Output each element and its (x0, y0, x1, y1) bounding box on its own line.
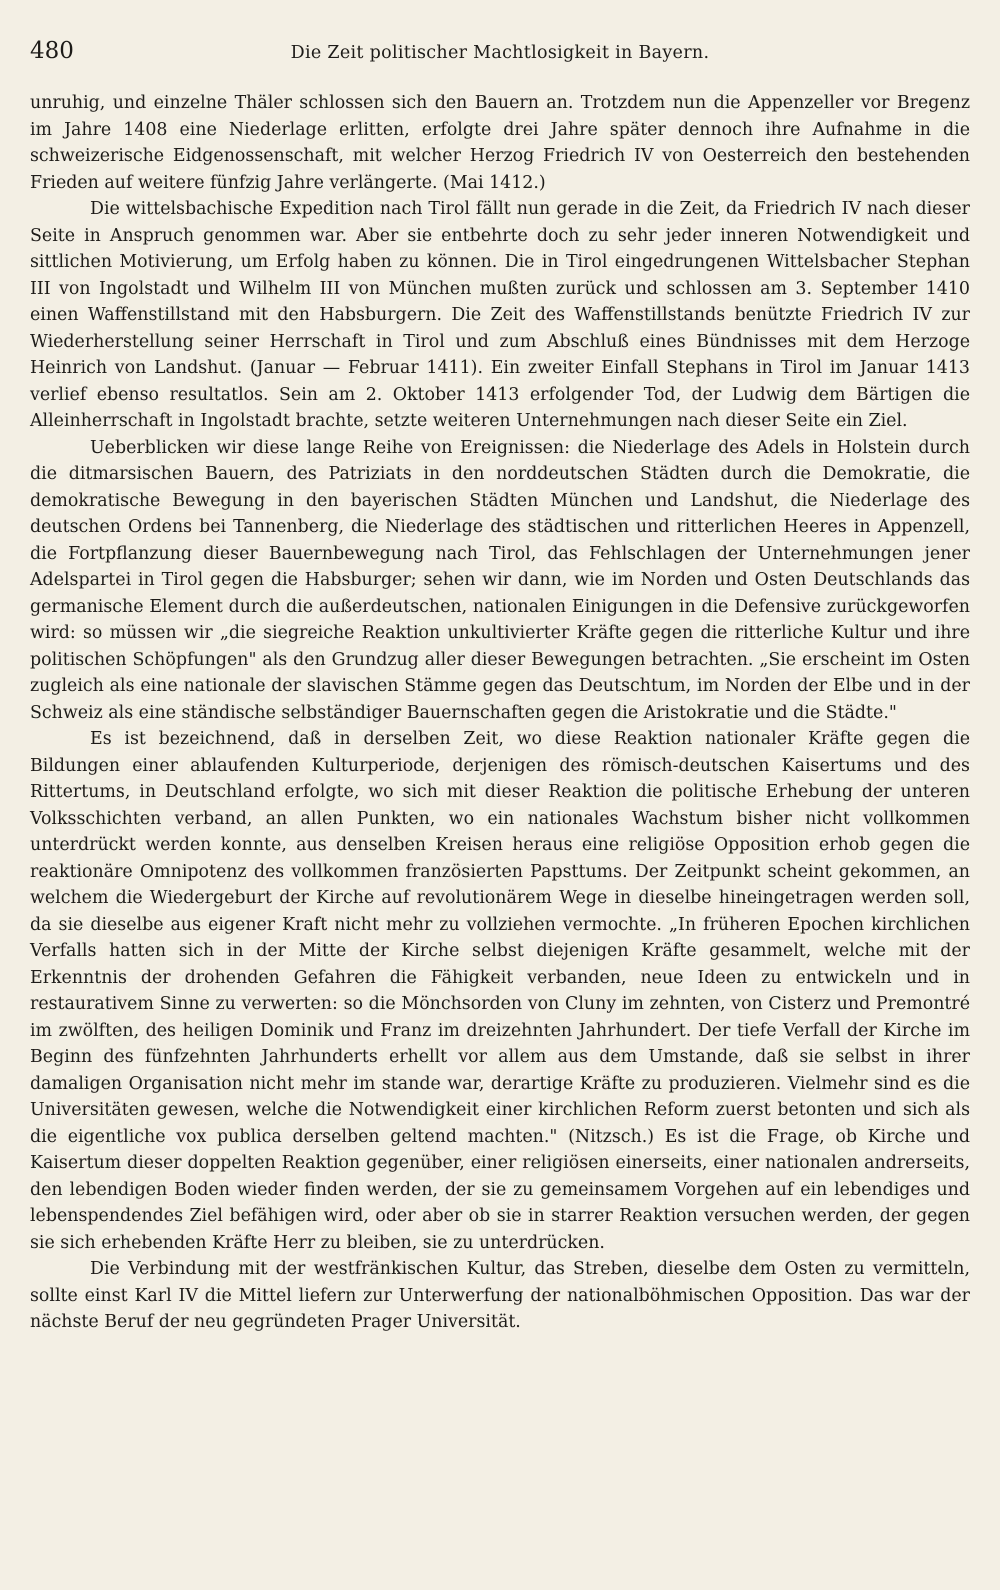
paragraph-overview: Ueberblicken wir diese lange Reihe von Ereignissen: die Niederlage des Adels in Holstein durch die ditmarsischen Bauern, des Patriziats in den norddeutschen Städten durch die Demokratie, die demokratische Bewegung in den bayerischen Städten München und Landshut, die Niederlage des deutschen Ordens bei Tannenberg, die Niederlage des städtischen und ritterlichen Heeres in Appenzell, die Fortpflanzung dieser Bauernbewegung nach Tirol, das Fehlschlagen der Unternehmungen jener Adelspartei in Tirol gegen die Habsburger; sehen wir dann, wie im Norden und Osten Deutschlands das germanische Element durch die außerdeutschen, nationalen Einigungen in die Defensive zurückgeworfen wird: so müssen wir „die siegreiche Reaktion unkultivierter Kräfte gegen die ritterliche Kultur und ihre politischen Schöpfungen" als den Grundzug aller dieser Bewegungen betrachten. „Sie erscheint im Osten zugleich als eine nationale der slavischen Stämme gegen das Deutschtum, im Norden der Elbe und in der Schweiz als eine ständische selbständiger Bauernschaften gegen die Aristokratie und die Städte." (30, 437, 970, 723)
paragraph-religious-opposition: Es ist bezeichnend, daß in derselben Zeit, wo diese Reaktion nationaler Kräfte gegen die Bildungen einer ablaufenden Kulturperiode, derjenigen des römisch-deutschen Kaisertums und des Rittertums, in Deutschland erfolgte, wo sich mit dieser Reaktion die politische Erhebung der unteren Volksschichten verband, an allen Punkten, wo ein nationales Wachstum bisher nicht vollkommen unterdrückt werden konnte, aus denselben Kreisen heraus eine religiöse Opposition erhob gegen die reaktionäre Omnipotenz des vollkommen französierten Papsttums. Der Zeitpunkt scheint gekommen, an welchem die Wiedergeburt der Kirche auf revolutionärem Wege in dieselbe hineingetragen werden soll, da sie dieselbe aus eigener Kraft nicht mehr zu vollziehen vermochte. „In früheren Epochen kirchlichen Verfalls hatten sich in der Mitte der Kirche selbst diejenigen Kräfte gesammelt, welche mit der Erkenntnis der drohenden Gefahren die Fähigkeit verbanden, neue Ideen zu entwickeln und in restaurativem Sinne zu verwerten: so die Mönchsorden von Cluny im zehnten, von Cisterz und Premontré im zwölften, des heiligen Dominik und Franz im dreizehnten Jahrhundert. Der tiefe Verfall der Kirche im Beginn des fünfzehnten Jahrhunderts erhellt vor allem aus dem Umstande, daß sie selbst in ihrer damaligen Organisation nicht mehr im stande war, derartige Kräfte zu produzieren. Vielmehr sind es die Universitäten gewesen, welche die Notwendigkeit einer kirchlichen Reform zuerst betonten und sich als die eigentliche vox publica derselben geltend machten." (Nitzsch.) Es ist die Frage, ob Kirche und Kaisertum dieser doppelten Reaktion gegenüber, einer religiösen einerseits, einer nationalen andrerseits, den lebendigen Boden wieder finden werden, der sie zu gemeinsamem Vorgehen auf ein lebendiges und lebenspendendes Ziel befähigen wird, oder aber ob sie in starrer Reaktion versuchen werden, der gegen sie sich erhebenden Kräfte Herr zu bleiben, sie zu unterdrücken. (30, 729, 970, 1253)
paragraph-prague-university: Die Verbindung mit der westfränkischen Kultur, das Streben, dieselbe dem Osten zu vermitteln, sollte einst Karl IV die Mittel liefern zur Unterwerfung der nationalböhmischen Opposition. Das war der nächste Beruf der neu gegründeten Prager Universität. (30, 1259, 970, 1332)
paragraph-tirol-expedition: Die wittelsbachische Expedition nach Tirol fällt nun gerade in die Zeit, da Friedrich IV nach dieser Seite in Anspruch genommen war. Aber sie entbehrte doch zu sehr jeder inneren Notwendigkeit und sittlichen Motivierung, um Erfolg haben zu können. Die in Tirol eingedrungenen Wittelsbacher Stephan III von Ingolstadt und Wilhelm III von München mußten zurück und schlossen am 3. September 1410 einen Waffenstillstand mit den Habsburgern. Die Zeit des Waffenstillstands benützte Friedrich IV zur Wiederherstellung seiner Herrschaft in Tirol und zum Abschluß eines Bündnisses mit dem Herzoge Heinrich von Landshut. (Januar — Februar 1411). Ein zweiter Einfall Stephans in Tirol im Januar 1413 verlief ebenso resultatlos. Sein am 2. Oktober 1413 erfolgender Tod, der Ludwig dem Bärtigen die Alleinherrschaft in Ingolstadt brachte, setzte weiteren Unternehmungen nach dieser Seite ein Ziel. (30, 199, 970, 431)
page-number: 480 (30, 38, 74, 64)
running-title: Die Zeit politischer Machtlosigkeit in Bayern. (290, 43, 710, 63)
paragraph-continuation: unruhig, und einzelne Thäler schlossen sich den Bauern an. Trotzdem nun die Appenzeller vor Bregenz im Jahre 1408 eine Niederlage erlitten, erfolgte drei Jahre später dennoch ihre Aufnahme in die schweizerische Eidgenossenschaft, mit welcher Herzog Friedrich IV von Oesterreich den bestehenden Frieden auf weitere fünfzig Jahre verlängerte. (Mai 1412.) (30, 93, 970, 193)
body-text (30, 90, 970, 1336)
page-header (30, 36, 970, 76)
